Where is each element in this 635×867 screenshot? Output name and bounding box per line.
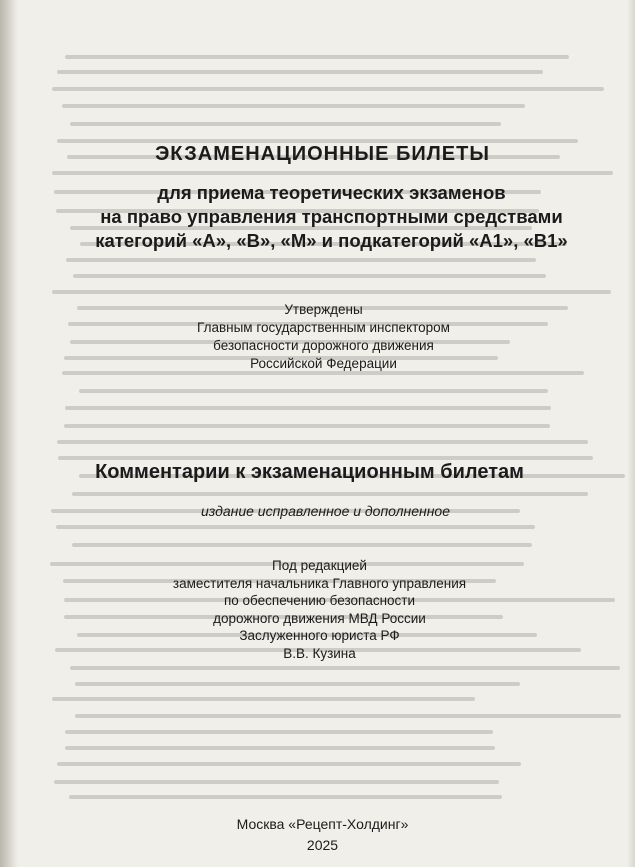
editor-line: по обеспечению безопасности bbox=[223, 593, 416, 608]
comments-title: Комментарии к экзаменационным билетам bbox=[95, 461, 524, 483]
year: 2025 bbox=[306, 837, 339, 853]
show-through-line bbox=[57, 70, 543, 74]
show-through-line bbox=[54, 780, 499, 784]
approval-line: Главным государственным инспектором bbox=[197, 320, 450, 335]
approval-line: Российской Федерации bbox=[250, 356, 397, 371]
editor-line: Заслуженного юриста РФ bbox=[239, 628, 400, 643]
show-through-line bbox=[65, 55, 569, 59]
show-through-line bbox=[64, 424, 550, 428]
show-through-line bbox=[65, 746, 495, 750]
show-through-line bbox=[65, 730, 493, 734]
show-through-line bbox=[65, 406, 551, 410]
imprint bbox=[5, 814, 635, 856]
show-through-line bbox=[79, 389, 548, 393]
subtitle bbox=[14, 181, 635, 253]
subtitle-line: на право управления транспортными средствами bbox=[100, 206, 563, 227]
show-through-line bbox=[72, 492, 588, 496]
page-title: ЭКЗАМЕНАЦИОННЫЕ БИЛЕТЫ bbox=[155, 143, 490, 165]
publisher: Москва «Рецепт-Холдинг» bbox=[236, 816, 409, 832]
editor-line: Под редакцией bbox=[272, 558, 367, 573]
edition-note: издание исправленное и дополненное bbox=[200, 503, 451, 519]
show-through-line bbox=[52, 171, 613, 175]
show-through-line bbox=[75, 682, 520, 686]
show-through-line bbox=[52, 290, 611, 294]
show-through-line bbox=[58, 456, 593, 460]
subtitle-line: категорий «А», «В», «М» и подкатегорий «А1», «В1» bbox=[95, 230, 568, 251]
show-through-line bbox=[70, 122, 501, 126]
show-through-line bbox=[69, 795, 502, 799]
show-through-line bbox=[52, 87, 604, 91]
show-through-line bbox=[66, 258, 536, 262]
approval-block bbox=[6, 301, 635, 373]
approval-line: Утверждены bbox=[284, 302, 363, 317]
subtitle-line: для приема теоретических экзаменов bbox=[157, 182, 506, 203]
show-through-line bbox=[52, 697, 475, 701]
editor-line: дорожного движения МВД России bbox=[213, 610, 426, 626]
show-through-line bbox=[73, 274, 546, 278]
editor-block bbox=[2, 557, 635, 662]
show-through-line bbox=[75, 714, 621, 718]
binding-shadow bbox=[0, 0, 18, 867]
show-through-line bbox=[57, 762, 521, 766]
show-through-line bbox=[72, 543, 532, 547]
editor-line: заместителя начальника Главного управления bbox=[172, 575, 467, 591]
show-through-line bbox=[57, 440, 588, 444]
show-through-line bbox=[70, 666, 620, 670]
show-through-line bbox=[56, 525, 535, 529]
editor-line: В.В. Кузина bbox=[283, 645, 356, 661]
approval-line: безопасности дорожного движения bbox=[213, 338, 434, 353]
show-through-line bbox=[62, 104, 525, 108]
